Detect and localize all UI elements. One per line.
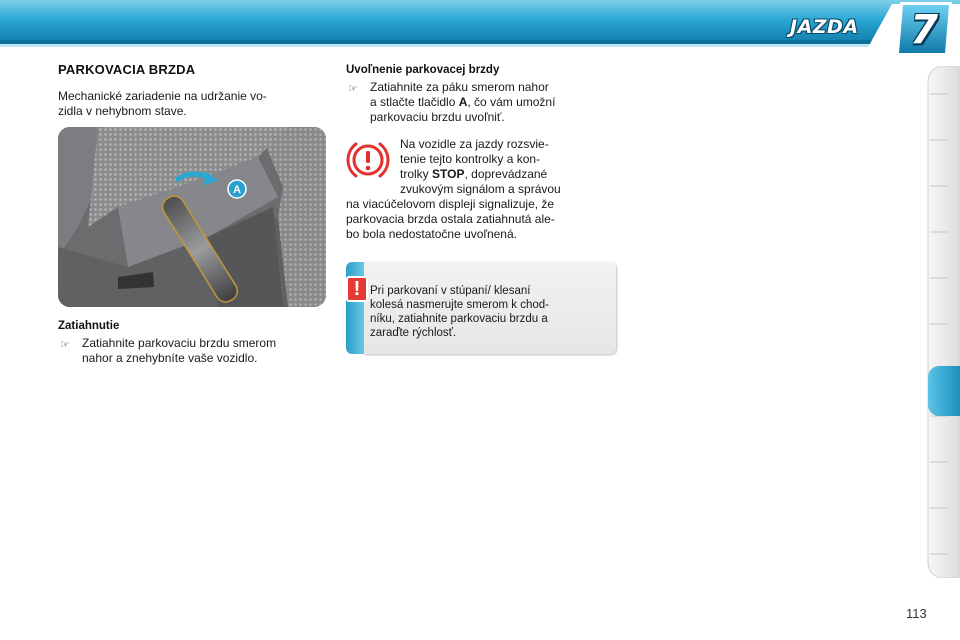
intro-line: zidla v nehybnom stave.: [58, 104, 187, 118]
warning-line: bo bola nedostatočne uvoľnená.: [346, 227, 517, 241]
release-bullet-line: parkovaciu brzdu uvoľniť.: [370, 110, 505, 124]
brake-warning-light-icon: [346, 138, 390, 182]
engage-bullet-text: [82, 336, 326, 366]
warning-line: na viacúčelovom displeji signalizuje, že: [346, 197, 555, 211]
release-bullet-text: [370, 80, 616, 125]
caution-note-box: [346, 262, 616, 354]
warning-line: Na vozidle za jazdy rozsvie-: [400, 137, 549, 151]
chapter-title: JAZDA: [790, 16, 859, 38]
chapter-number: 7: [910, 7, 938, 53]
engage-bullet-line: Zatiahnite parkovaciu brzdu smerom: [82, 336, 277, 350]
note-line: kolesá nasmerujte smerom k chod-: [370, 299, 549, 311]
engage-title: Zatiahnutie: [58, 320, 120, 332]
intro-line: Mechanické zariadenie na udržanie vo-: [58, 89, 267, 103]
warning-line: zvukovým signálom a správou: [400, 182, 561, 196]
note-line: níku, zatiahnite parkovaciu brzdu a: [370, 313, 548, 325]
parking-brake-photo: [58, 127, 326, 307]
note-line: zaraďte rýchlosť.: [370, 327, 457, 339]
section-title: PARKOVACIA BRZDA: [58, 62, 196, 77]
note-text: [370, 284, 610, 340]
page-number: 113: [906, 606, 927, 621]
intro-text: [58, 89, 326, 119]
note-line: Pri parkovaní v stúpaní/ klesaní: [370, 285, 531, 297]
warning-line: parkovacia brzda ostala zatiahnutá ale-: [346, 212, 555, 226]
warning-text-bottom: [346, 197, 616, 242]
pointing-hand-icon: ☞: [60, 339, 70, 351]
stop-light-ref: STOP: [432, 167, 465, 181]
chapter-side-tabs: [926, 66, 960, 578]
warning-line: tenie tejto kontrolky a kon-: [400, 152, 541, 166]
engage-bullet-line: nahor a znehybníte vaše vozidlo.: [82, 351, 258, 365]
photo-label-a: A: [233, 184, 241, 196]
release-bullet-line: a stlačte tlačidlo A, čo vám umožní: [370, 95, 556, 109]
pointing-hand-icon: ☞: [348, 83, 358, 95]
release-title: Uvoľnenie parkovacej brzdy: [346, 64, 500, 76]
release-bullet-line: Zatiahnite za páku smerom nahor: [370, 80, 549, 94]
warning-text-top: [400, 137, 616, 197]
button-a-ref: A: [458, 95, 468, 109]
warning-line: trolky STOP, doprevádzané: [400, 167, 548, 181]
exclamation-icon: !: [346, 276, 368, 302]
